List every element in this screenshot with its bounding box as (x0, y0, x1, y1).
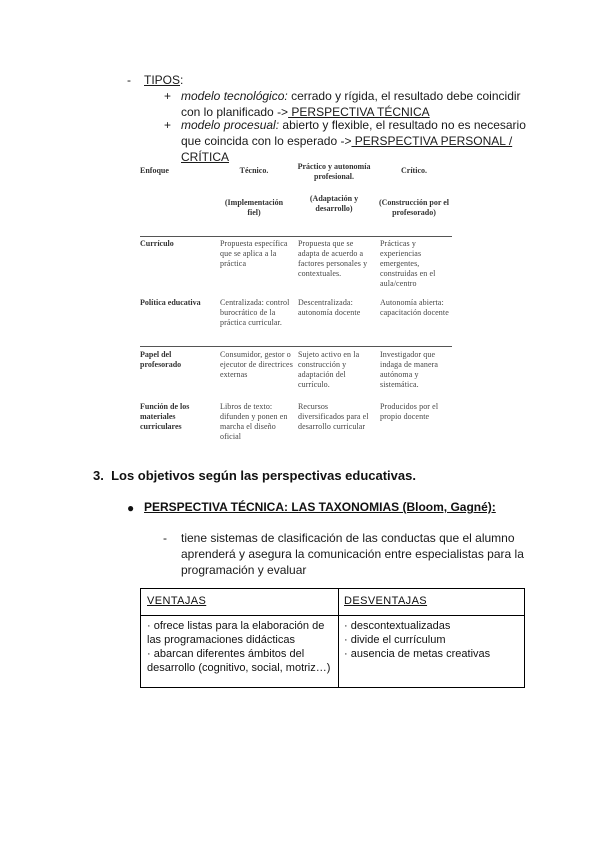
header-tecnico-sub: (Implementación fiel) (224, 198, 284, 217)
cell-papel-practico: Sujeto activo en la construcción y adaptación del currículo. (298, 350, 360, 389)
tipos-dash: - (127, 73, 131, 87)
row-label-curriculo: Currículo (140, 239, 174, 248)
tipos-item-term: modelo tecnológico: (181, 89, 288, 103)
header-critico-sub: (Construcción por el profesorado) (378, 198, 450, 217)
header-practico: Práctico y autonomía profesional. (297, 162, 371, 181)
sub-dash: - (163, 531, 167, 545)
tipos-item-marker: + (164, 118, 172, 132)
row-label-politica: Política educativa (140, 298, 201, 307)
header-practico-sub: (Adaptación y desarrollo) (309, 194, 359, 213)
table-row-divider (141, 615, 524, 616)
desventajas-header: DESVENTAJAS (344, 595, 428, 607)
list-item: · descontextualizadas (344, 620, 451, 632)
sub-text: tiene sistemas de clasificación de las conductas que el alumno aprenderá y asegura la comunicación entre especialistas para la programación y evaluar (181, 531, 524, 577)
bullet-heading: PERSPECTIVA TÉCNICA: LAS TAXONOMIAS (Bloom, Gagné): (144, 500, 496, 514)
tipos-item-text: abierto y flexible, el resultado no es necesario que coincida con lo esperado -> (181, 118, 526, 148)
tipos-colon: : (180, 73, 184, 87)
table-column-divider (338, 589, 339, 687)
tipos-item-procesual (181, 117, 526, 165)
section-number: 3. (93, 468, 104, 483)
cell-politica-tecnico: Centralizada: control burocrático de la práctica curricular. (220, 298, 290, 327)
ventajas-header: VENTAJAS (147, 595, 207, 607)
cell-politica-practico: Descentralizada: autonomía docente (298, 298, 361, 317)
cell-funcion-practico: Recursos diversificados para el desarrollo curricular (298, 402, 369, 431)
header-tecnico: Técnico. (239, 166, 269, 175)
cell-papel-critico: Investigador que indaga de manera autónoma y sistemática. (380, 350, 439, 389)
bullet-icon: ● (127, 501, 135, 515)
list-item: · ofrece listas para la elaboración de las programaciones didácticas (147, 620, 325, 646)
list-item: · ausencia de metas creativas (344, 648, 491, 660)
list-item: · abarcan diferentes ámbitos del desarrollo (cognitivo, social, motriz…) (147, 648, 331, 674)
cell-curriculo-practico: Propuesta que se adapta de acuerdo a factores personales y contextuales. (298, 239, 368, 278)
header-critico: Crítico. (401, 166, 427, 175)
tipos-title: TIPOS (144, 73, 181, 87)
tipos-item-tecnologico (181, 88, 526, 120)
list-item: · divide el currículum (344, 634, 446, 646)
tipos-item-term: modelo procesual: (181, 118, 280, 132)
tipos-item-link: PERSPECTIVA PERSONAL / CRÍTICA (181, 134, 513, 164)
perspectives-table (140, 160, 452, 442)
tipos-label (144, 72, 183, 88)
desventajas-list (344, 619, 520, 661)
cell-funcion-tecnico: Libros de texto: difunden y ponen en marcha el diseño oficial (220, 402, 288, 441)
cell-papel-tecnico: Consumidor, gestor o ejecutor de directrices externas (220, 350, 293, 379)
pros-cons-table (140, 588, 525, 688)
table-rule (140, 236, 452, 237)
tipos-item-marker: + (164, 89, 172, 103)
cell-funcion-critico: Producidos por el propio docente (380, 402, 439, 421)
row-label-funcion: Función de los materiales curriculares (140, 402, 190, 431)
cell-curriculo-tecnico: Propuesta específica que se aplica a la práctica (220, 239, 288, 268)
row-label-papel: Papel del profesorado (140, 350, 182, 369)
cell-politica-critico: Autonomía abierta: capacitación docente (380, 298, 449, 317)
table-rule (140, 346, 452, 347)
ventajas-list (147, 619, 333, 675)
header-enfoque: Enfoque (140, 166, 169, 175)
cell-curriculo-critico: Prácticas y experiencias emergentes, construidas en el aula/centro (380, 239, 436, 288)
tipos-item-link: PERSPECTIVA TÉCNICA (288, 105, 430, 119)
section-heading (93, 468, 416, 483)
section-title: Los objetivos según las perspectivas educativas. (111, 468, 416, 483)
tipos-item-text: cerrado y rígida, el resultado debe coincidir con lo planificado -> (181, 89, 521, 119)
